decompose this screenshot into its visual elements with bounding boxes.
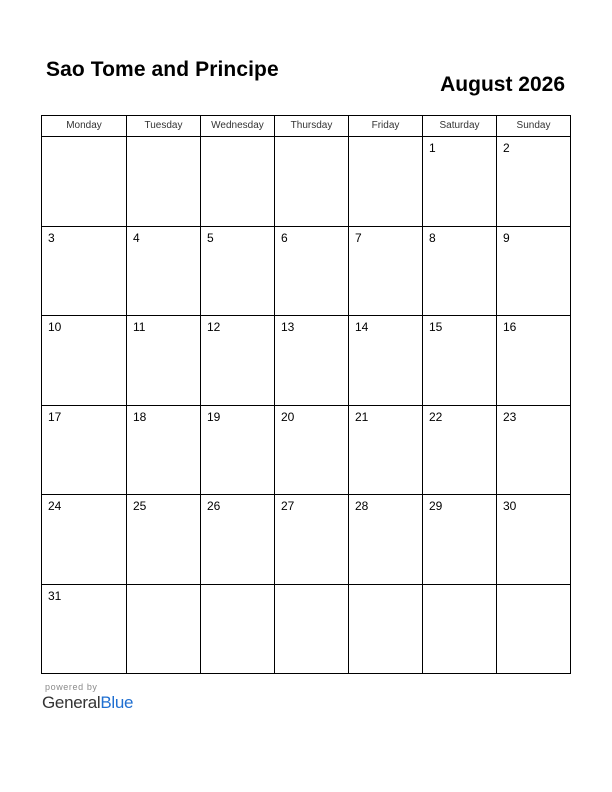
day-cell	[497, 316, 571, 406]
day-number: 14	[355, 320, 369, 334]
day-cell	[42, 227, 127, 317]
day-cell	[423, 316, 497, 406]
calendar-grid	[41, 115, 571, 674]
day-number: 21	[355, 409, 369, 424]
day-number: 8	[429, 230, 436, 245]
day-cell	[275, 406, 349, 496]
day-number: 30	[503, 499, 517, 513]
day-cell	[127, 227, 201, 317]
day-number: 7	[355, 230, 362, 245]
day-cell	[497, 137, 571, 227]
day-number: 28	[355, 499, 369, 513]
day-cell	[497, 495, 571, 585]
day-cell	[127, 495, 201, 585]
day-cell	[42, 137, 127, 227]
day-number: 29	[429, 499, 443, 513]
day-number: 13	[281, 320, 295, 334]
month-title: August 2026	[440, 73, 565, 96]
day-cell	[349, 406, 423, 496]
day-cell	[349, 585, 423, 675]
day-cell	[275, 137, 349, 227]
day-number: 19	[207, 409, 221, 424]
day-cell	[201, 227, 275, 317]
day-cell	[201, 406, 275, 496]
day-cell	[349, 137, 423, 227]
day-cell	[201, 585, 275, 675]
day-number: 5	[207, 230, 214, 245]
day-number: 20	[281, 409, 295, 424]
day-cell	[423, 585, 497, 675]
day-number: 11	[133, 320, 146, 334]
day-number: 6	[281, 230, 288, 245]
logo-text-blue: Blue	[100, 693, 134, 712]
day-cell	[42, 406, 127, 496]
day-number: 23	[503, 409, 517, 424]
weekday-header-thursday: Thursday	[275, 116, 349, 137]
logo-text-general: General	[42, 693, 101, 712]
day-cell	[275, 227, 349, 317]
day-number: 12	[207, 320, 221, 334]
day-cell	[42, 585, 127, 675]
weekday-header-monday: Monday	[42, 116, 127, 137]
day-cell	[42, 495, 127, 585]
day-cell	[423, 495, 497, 585]
day-cell	[201, 316, 275, 406]
day-cell	[201, 495, 275, 585]
country-title: Sao Tome and Principe	[46, 58, 279, 81]
weekday-header-saturday: Saturday	[423, 116, 497, 137]
day-number: 10	[48, 320, 62, 334]
day-cell	[275, 316, 349, 406]
day-cell	[497, 585, 571, 675]
day-cell	[423, 406, 497, 496]
generalblue-logo[interactable]	[42, 693, 133, 713]
weekday-header-friday: Friday	[349, 116, 423, 137]
day-number: 4	[133, 230, 140, 245]
weekday-header-tuesday: Tuesday	[127, 116, 201, 137]
day-number: 17	[48, 409, 62, 424]
day-number: 2	[503, 141, 510, 155]
day-cell	[42, 316, 127, 406]
day-number: 25	[133, 499, 147, 513]
weekday-header-wednesday: Wednesday	[201, 116, 275, 137]
day-cell	[275, 585, 349, 675]
day-number: 1	[429, 141, 436, 155]
day-cell	[497, 227, 571, 317]
day-cell	[423, 137, 497, 227]
day-cell	[349, 316, 423, 406]
day-cell	[127, 585, 201, 675]
day-cell	[423, 227, 497, 317]
day-cell	[497, 406, 571, 496]
day-number: 18	[133, 409, 147, 424]
day-cell	[349, 227, 423, 317]
day-cell	[275, 495, 349, 585]
day-number: 24	[48, 499, 62, 513]
day-cell	[201, 137, 275, 227]
day-cell	[127, 406, 201, 496]
day-number: 22	[429, 409, 443, 424]
day-cell	[127, 316, 201, 406]
day-number: 31	[48, 588, 62, 603]
day-cell	[127, 137, 201, 227]
day-number: 26	[207, 499, 221, 513]
day-number: 9	[503, 230, 510, 245]
day-number: 15	[429, 320, 443, 334]
day-number: 27	[281, 499, 295, 513]
day-number: 16	[503, 320, 517, 334]
day-cell	[349, 495, 423, 585]
weekday-header-sunday: Sunday	[497, 116, 571, 137]
day-number: 3	[48, 230, 55, 245]
powered-by-label: powered by	[45, 682, 98, 692]
